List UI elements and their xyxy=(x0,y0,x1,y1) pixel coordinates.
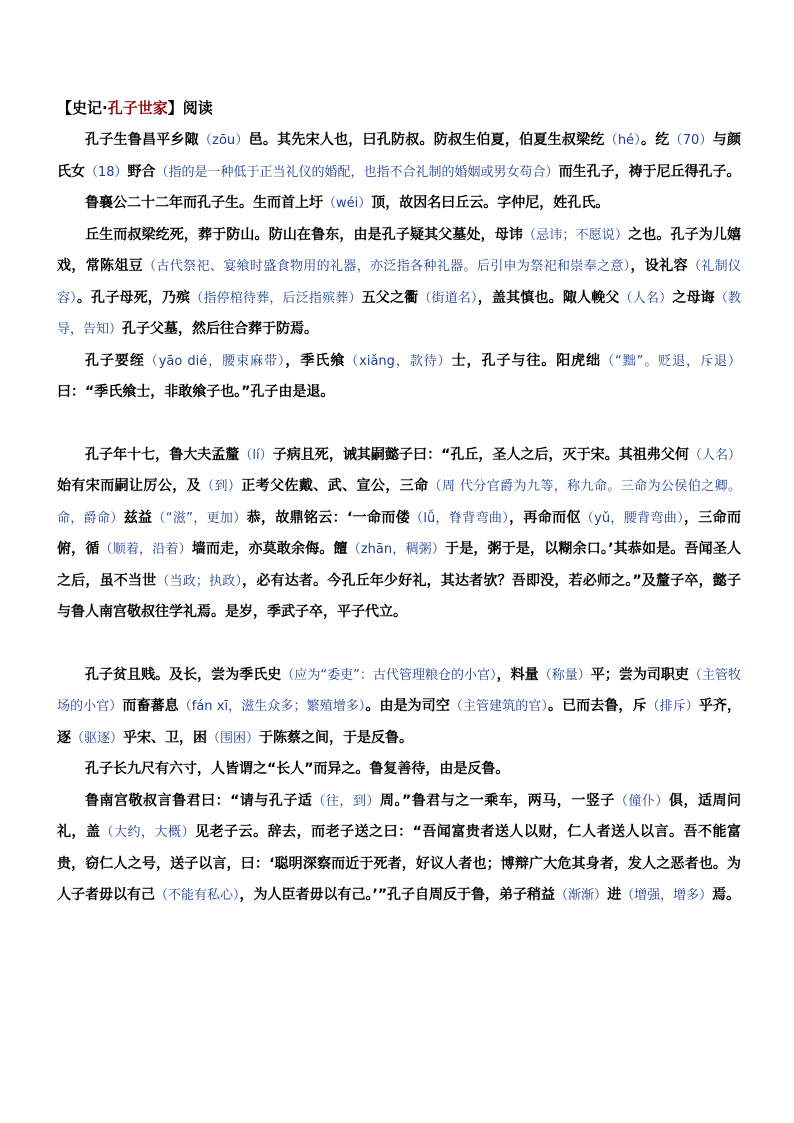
main-text: 始有宋而嗣让厉公，及 xyxy=(57,478,202,494)
main-text: 孔子贫且贱。及长，尝为季氏史 xyxy=(85,666,282,683)
gloss-annotation: （顺着，沿着） xyxy=(99,542,192,557)
gloss-annotation: （“黜”。贬退，斥退） xyxy=(601,353,741,369)
gloss-annotation: （xiǎng，款待） xyxy=(345,353,452,369)
gloss-annotation: （70） xyxy=(669,133,713,148)
gloss-annotation: （街道名） xyxy=(418,290,478,306)
paragraph xyxy=(57,754,741,786)
main-text: ，三命而俯，循 xyxy=(57,509,741,557)
main-text: 鲁南宫敬叔言鲁君曰：“请与孔子适 xyxy=(85,792,313,809)
document-body xyxy=(57,97,741,912)
paragraph xyxy=(57,440,741,629)
gloss-annotation: （僮仆） xyxy=(614,793,669,809)
main-text: 见老子云。辞去，而老子送之曰：“吾闻富贵者送人以财，仁人者送人以言。吾不能富贵，窃仁人之号，送子以言，曰：‘聪明深察而近于死者，好议人者也；博辩广大危其身者，发人之恶者也。为人子者毋以有己 xyxy=(57,824,741,903)
title-prefix: 【史记· xyxy=(57,99,108,117)
gloss-annotation: （往，到） xyxy=(312,793,380,809)
gloss-annotation: （zōu） xyxy=(198,133,249,148)
main-text: 兹益 xyxy=(123,509,153,526)
paragraph xyxy=(57,220,741,346)
main-text: 。纥 xyxy=(641,132,670,148)
main-text: ，盖其慎也。陬人輓父 xyxy=(477,289,620,306)
gloss-annotation: （指停棺待葬，后泛指殡葬） xyxy=(190,290,362,306)
gloss-annotation: （主管建筑的官） xyxy=(449,699,549,714)
gloss-annotation: （增强，增多） xyxy=(621,888,713,903)
main-text: 曰：“季氏飨士，非敢飨子也。”孔子由是退。 xyxy=(57,384,335,400)
main-text: 。已而去鲁，斥 xyxy=(548,698,647,714)
main-text: 五父之衢 xyxy=(361,289,419,306)
main-text: 于陈蔡之间，于是反鲁。 xyxy=(259,729,414,746)
main-text: 孔子父墓，然后往合葬于防焉。 xyxy=(122,321,319,337)
gloss-annotation: （应为“委吏”：古代管理粮仓的小官） xyxy=(281,667,497,683)
gloss-annotation: （围困） xyxy=(207,730,260,746)
main-text: 恭，故鼎铭云：‘一命而偻 xyxy=(246,509,411,526)
gloss-annotation: （到） xyxy=(201,479,242,494)
main-text: 顶，故因名曰丘云。字仲尼，姓孔氏。 xyxy=(371,195,610,211)
gloss-annotation: （18） xyxy=(85,164,128,180)
main-text: 而畜蕃息 xyxy=(122,698,179,714)
main-text: 墙而走，亦莫敢余侮。饘 xyxy=(191,541,348,557)
gloss-annotation: （人名） xyxy=(619,290,673,306)
main-text: 之也。孔子为儿嬉戏，常陈俎豆 xyxy=(57,226,741,274)
main-text: 之母诲 xyxy=(672,289,715,306)
main-text: 鲁襄公二十二年而孔子生。生而首上圩 xyxy=(85,195,323,211)
gloss-annotation: （周 代分官爵为九等，称九命。三命为公侯伯之卿。命，爵命） xyxy=(57,479,741,526)
gloss-annotation: （大约，大概） xyxy=(100,825,196,840)
main-text: ，季氏飨 xyxy=(285,352,346,369)
main-text: 孔子年十七，鲁大夫孟釐 xyxy=(85,446,240,463)
gloss-annotation: （“滋”，更加） xyxy=(152,510,247,526)
main-text: 士，孔子与往。阳虎绌 xyxy=(451,352,602,369)
gloss-annotation: （人名） xyxy=(688,447,741,463)
paragraph xyxy=(57,188,741,220)
gloss-annotation: （驱逐） xyxy=(71,730,124,746)
gloss-annotation: （lí） xyxy=(239,447,273,463)
gloss-annotation: （hé） xyxy=(604,133,642,148)
main-text: 子病且死，诫其嗣懿子曰：“孔丘，圣人之后，灭于宋。其祖弗父何 xyxy=(272,446,689,463)
gloss-annotation: （yǔ，腰背弯曲） xyxy=(580,510,684,526)
main-text: 孔子要绖 xyxy=(85,352,145,369)
gloss-annotation: （渐渐） xyxy=(555,888,608,903)
main-text: 。由是为司空 xyxy=(365,698,450,714)
gloss-annotation: （古代祭祀、宴飨时盛食物用的礼器，亦泛指各种礼器。后引申为祭祀和崇奉之意） xyxy=(143,259,631,274)
gloss-annotation: （称量） xyxy=(538,667,591,683)
main-text: ，料量 xyxy=(496,666,539,683)
main-text: 于是，粥于是，以糊余口。’其恭如是。吾闻圣人之后，虽不当世 xyxy=(57,541,741,589)
main-text: 与颜氏女 xyxy=(57,132,742,180)
gloss-annotation: （排斥） xyxy=(646,699,699,714)
main-text: ，再命而伛 xyxy=(509,509,581,526)
main-text: 周。”鲁君与之一乘车，两马，一竖子 xyxy=(379,792,615,809)
main-text: 孔子生鲁昌平乡陬 xyxy=(85,132,199,148)
section-gap xyxy=(57,629,741,660)
main-text: ，设礼容 xyxy=(630,258,688,274)
gloss-annotation: （lǚ，脊背弯曲） xyxy=(410,510,510,526)
gloss-annotation: （zhān，稠粥） xyxy=(347,542,446,557)
title-highlight: 孔子世家 xyxy=(107,99,168,117)
main-text: 俱，适周问礼，盖 xyxy=(57,792,742,840)
paragraph xyxy=(57,660,741,755)
gloss-annotation: （wéi） xyxy=(323,196,372,211)
gloss-annotation: （当政；执政） xyxy=(156,573,243,589)
gloss-annotation: （礼制仪容） xyxy=(57,259,742,306)
main-text: 野合 xyxy=(127,163,156,180)
main-text: 。孔子母死，乃殡 xyxy=(76,289,191,306)
gloss-annotation: （主管牧场的小官） xyxy=(57,667,741,714)
gloss-annotation: （忌讳；不愿说） xyxy=(523,227,629,243)
main-text: 孔子长九尺有六寸，人皆谓之“长人”而异之。鲁复善待，由是反鲁。 xyxy=(85,761,510,777)
main-text: 而生孔子，祷于尼丘得孔子。 xyxy=(558,163,741,180)
paragraph xyxy=(57,346,741,409)
paragraph xyxy=(57,125,741,188)
title-suffix: 】阅读 xyxy=(167,99,213,117)
main-text: 邑。其先宋人也，曰孔防叔。防叔生伯夏，伯夏生叔梁纥 xyxy=(248,132,605,148)
main-text: 乎齐，逐 xyxy=(57,698,742,746)
gloss-annotation: （yāo dié，腰束麻带） xyxy=(144,353,286,369)
main-text: ，必有达者。今孔丘年少好礼，其达者欤？吾即没，若必师之。”及釐子卒，懿子与鲁人南宫敬叔往学礼焉。是岁，季武子卒，平子代立。 xyxy=(57,572,741,620)
main-text: 进 xyxy=(607,887,622,903)
main-text: 焉。 xyxy=(712,887,741,903)
gloss-annotation: （指的是一种低于正当礼仪的婚配，也指不合礼制的婚姻或男女苟合） xyxy=(155,164,559,180)
main-text: 丘生而叔梁纥死，葬于防山。防山在鲁东，由是孔子疑其父墓处，母讳 xyxy=(85,226,524,243)
main-text: ，为人臣者毋以有己。’”孔子自周反于鲁，弟子稍益 xyxy=(239,887,556,903)
main-text: 正考父佐戴、武、宣公，三命 xyxy=(241,478,429,494)
paragraph xyxy=(57,786,741,912)
main-text: 平；尝为司职吏 xyxy=(590,666,689,683)
document-title xyxy=(57,97,741,119)
gloss-annotation: （fán xī，滋生众多；繁殖增多） xyxy=(178,699,366,714)
gloss-annotation: （不能有私心） xyxy=(155,888,240,903)
main-text: 乎宋、卫，困 xyxy=(123,729,208,746)
section-gap xyxy=(57,409,741,440)
gloss-annotation: （教导，告知） xyxy=(57,290,741,337)
